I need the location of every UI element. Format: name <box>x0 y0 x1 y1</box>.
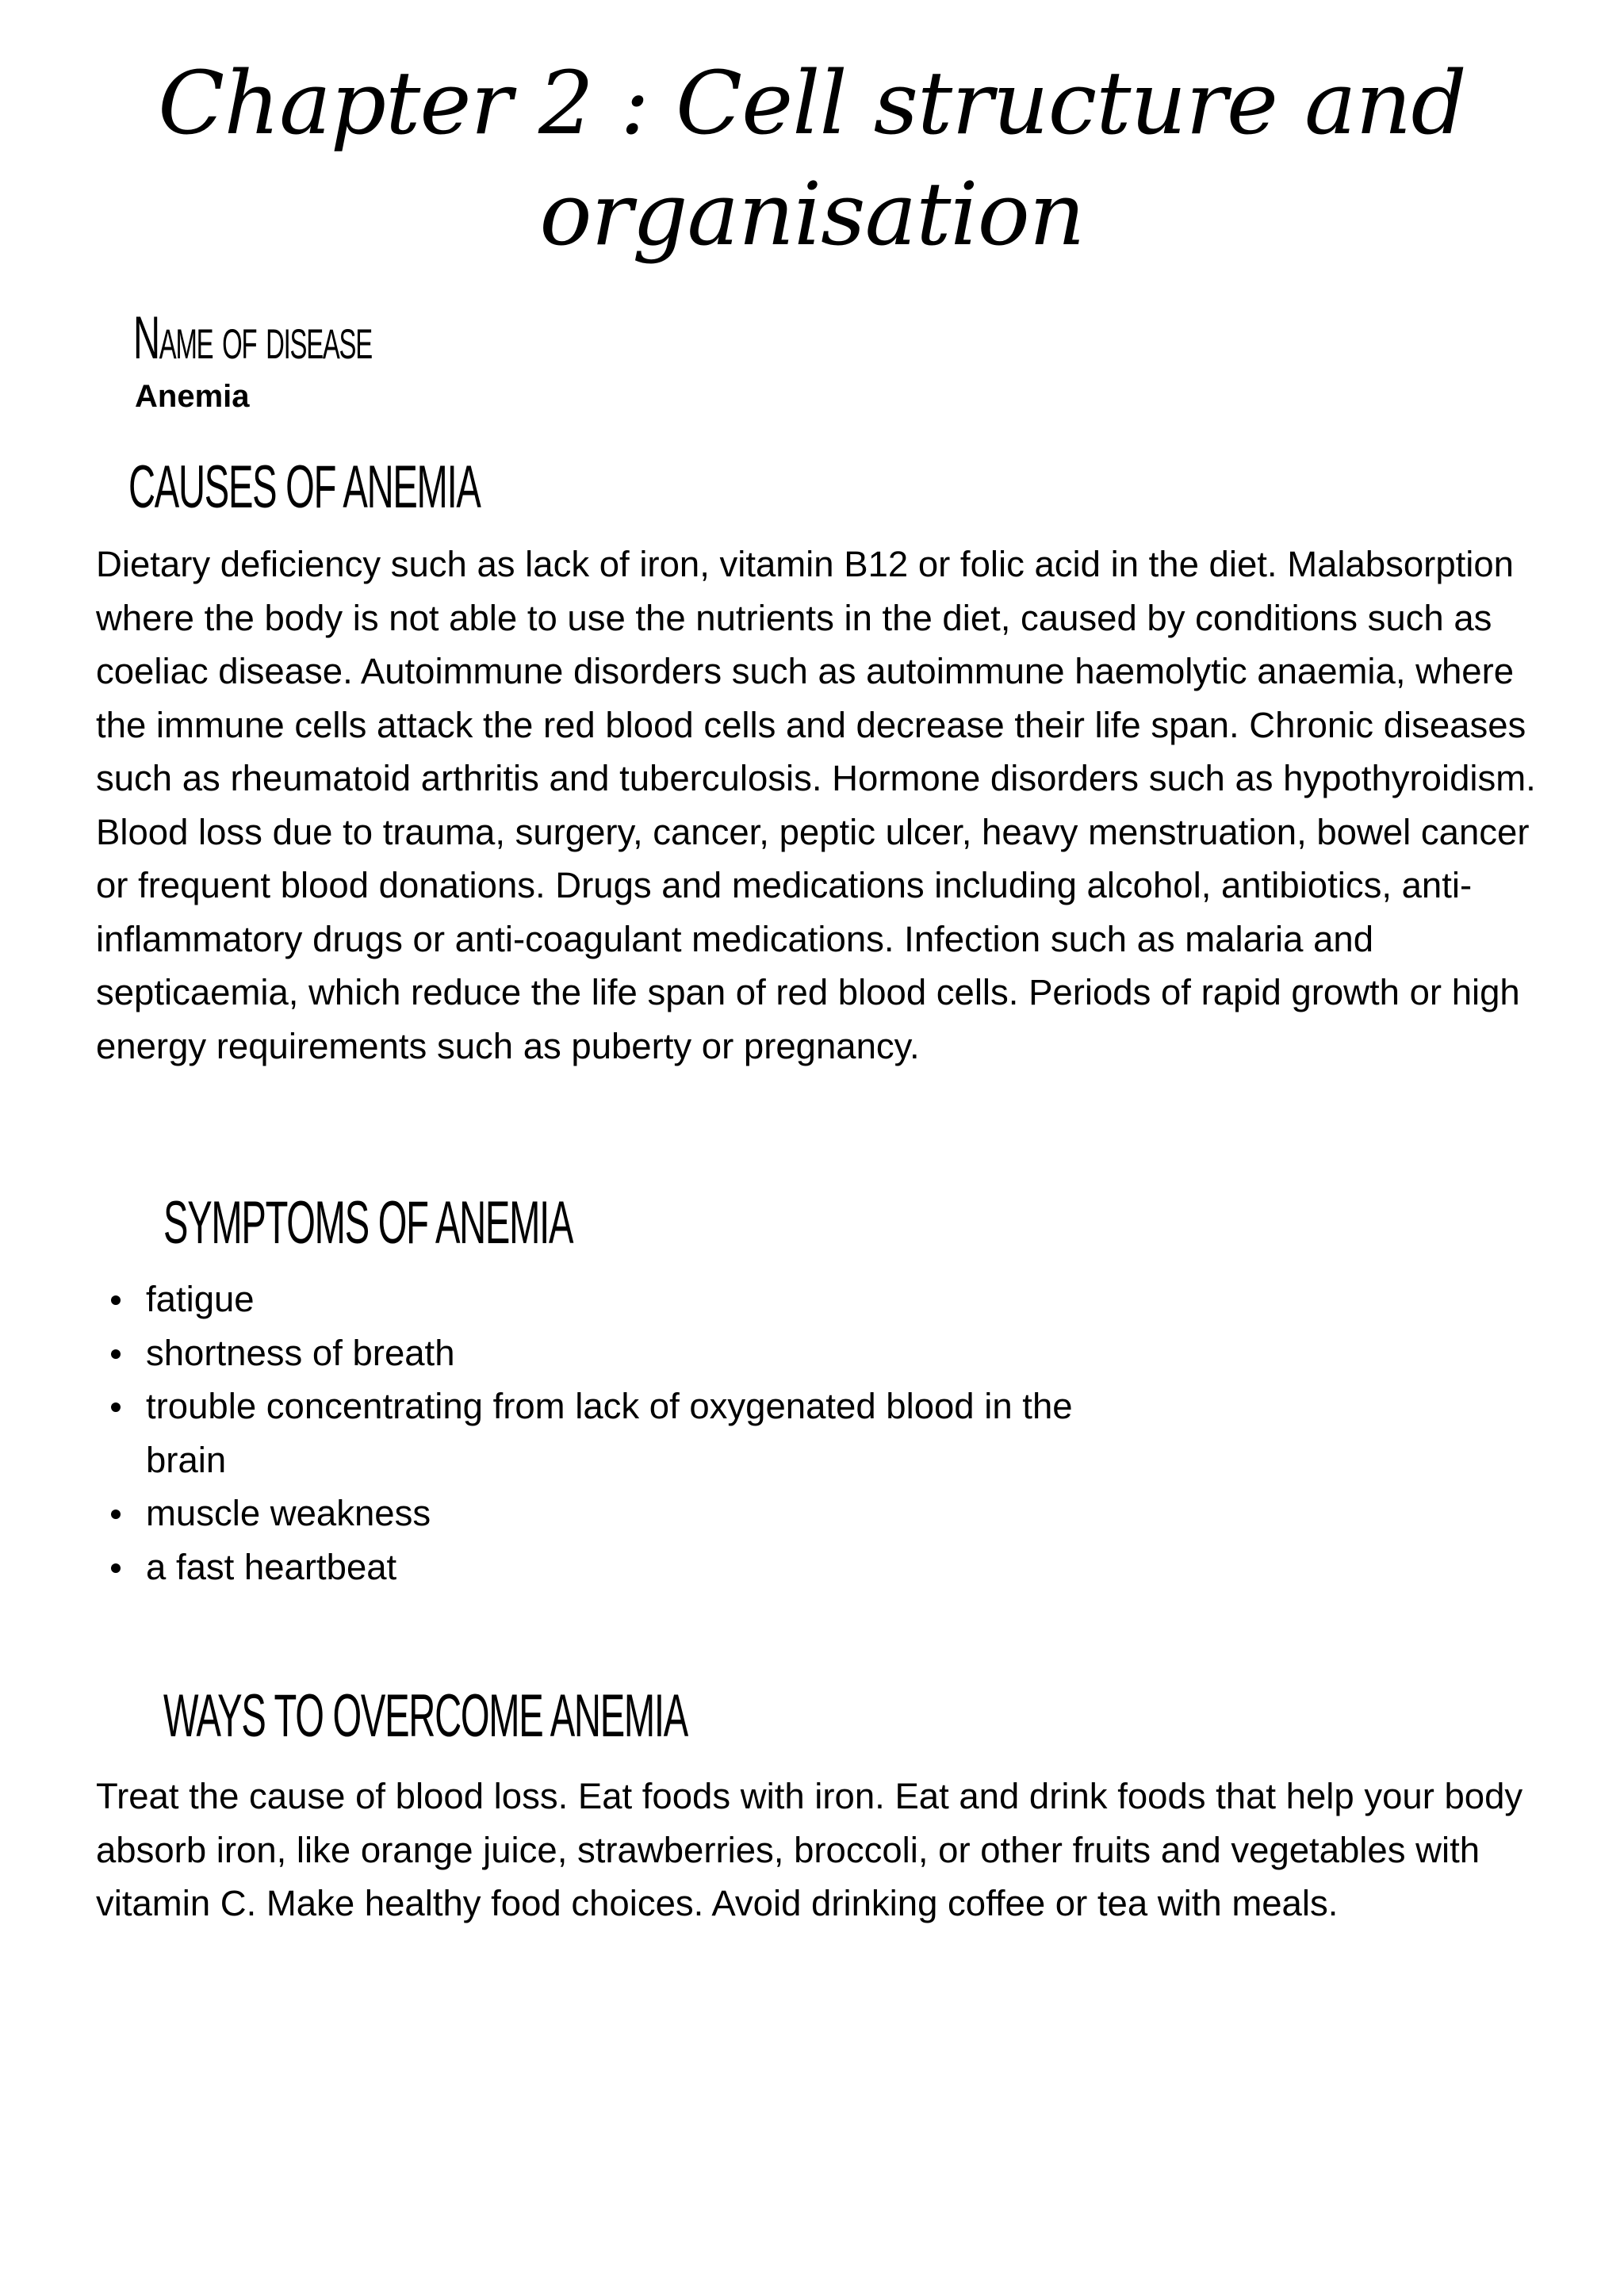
symptoms-heading: SYMPTOMS OF ANEMIA <box>163 1189 573 1257</box>
list-item: fatigue <box>146 1272 1177 1326</box>
symptoms-list <box>96 1272 1177 1594</box>
chapter-title: Chapter 2 : Cell structure and organisation <box>158 52 1466 265</box>
disease-name: Anemia <box>135 379 250 414</box>
list-item: shortness of breath <box>146 1326 1177 1380</box>
name-of-disease-heading: Name of disease <box>133 304 372 372</box>
ways-heading: WAYS TO OVERCOME ANEMIA <box>163 1682 688 1750</box>
list-item: a fast heartbeat <box>146 1540 1177 1594</box>
causes-heading: CAUSES OF ANEMIA <box>128 453 481 521</box>
causes-paragraph: Dietary deficiency such as lack of iron, vitamin B12 or folic acid in the diet. Malabsorption where the body is not able to use the nutrients in the diet, caused by conditions such as coeliac disease. Autoimmune disorders such as autoimmune haemolytic anaemia, where the immune cells attack the red blood cells and decrease their life span. Chronic diseases such as rheumatoid arthritis and tuberculosis. Hormone disorders such as hypothyroidism. Blood loss due to trauma, surgery, cancer, peptic ulcer, heavy menstruation, bowel cancer or frequent blood donations. Drugs and medications including alcohol, antibiotics, anti-inflammatory drugs or anti-coagulant medications. Infection such as malaria and septicaemia, which reduce the life span of red blood cells. Periods of rapid growth or high energy requirements such as puberty or pregnancy. <box>96 544 1536 1066</box>
list-item: muscle weakness <box>146 1487 1177 1540</box>
ways-paragraph: Treat the cause of blood loss. Eat foods with iron. Eat and drink foods that help your body absorb iron, like orange juice, strawberries, broccoli, or other fruits and vegetables with vitamin C. Make healthy food choices. Avoid drinking coffee or tea with meals. <box>96 1776 1523 1923</box>
list-item: trouble concentrating from lack of oxygenated blood in the brain <box>146 1380 1082 1487</box>
